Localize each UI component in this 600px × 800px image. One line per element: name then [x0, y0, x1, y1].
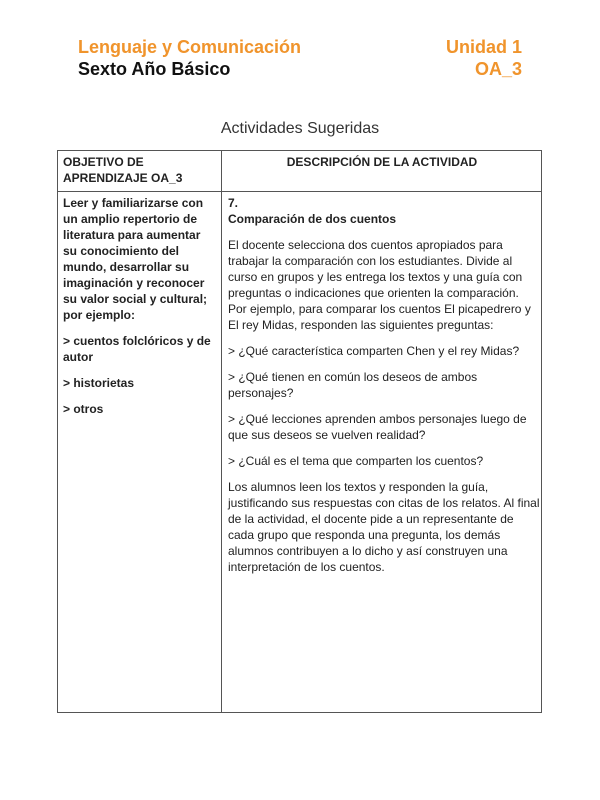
header-row-top — [78, 36, 522, 58]
objective-code: OA_3 — [474, 59, 522, 79]
grade-label: Sexto Año Básico — [78, 59, 231, 79]
objective-item: > otros — [63, 402, 104, 416]
activity-title: Comparación de dos cuentos — [228, 212, 397, 226]
activity-question: > ¿Qué lecciones aprenden ambos personajes luego de que sus deseos se vuelven realidad? — [228, 412, 527, 442]
description-cell — [228, 195, 540, 585]
page-header — [78, 36, 522, 80]
activity-closing: Los alumnos leen los textos y responden la guía, justificando sus respuestas con citas de los relatos. Al final de la actividad, el docente pide a un representante de cada grupo que responda una pregunta, los demás alumnos contribuyen a lo dicho y así construyen una interpretación de los cuentos. — [228, 480, 540, 574]
activity-question: > ¿Qué tienen en común los deseos de ambos personajes? — [228, 370, 478, 400]
objective-item: > historietas — [63, 376, 135, 390]
header-row-divider — [58, 191, 541, 192]
activity-number: 7. — [228, 196, 239, 210]
objective-text: Leer y familiarizarse con un amplio repertorio de literatura para aumentar su conocimiento del mundo, desarrollar su imaginación y reconocer su valor social y cultural; por ejemplo: — [63, 196, 208, 322]
column-divider — [221, 151, 222, 712]
description-column-header: DESCRIPCIÓN DE LA ACTIVIDAD — [286, 155, 478, 169]
activity-intro: El docente selecciona dos cuentos apropiados para trabajar la comparación con los estudiantes. Divide al curso en grupos y les entrega los textos y una guía con preguntas o indicaciones que orienten la comparación. Por ejemplo, para comparar los cuentos El picapedrero y El rey Midas, responden las siguientes preguntas: — [228, 238, 531, 332]
activity-question: > ¿Cuál es el tema que comparten los cuentos? — [228, 454, 484, 468]
objective-cell — [63, 195, 217, 427]
activity-question: > ¿Qué característica comparten Chen y el rey Midas? — [228, 344, 520, 358]
activity-table — [57, 150, 542, 713]
unit-label: Unidad 1 — [445, 37, 522, 57]
subject-title: Lenguaje y Comunicación — [78, 37, 302, 57]
header-row-bottom — [78, 58, 522, 80]
objective-item: > cuentos folclóricos y de autor — [63, 334, 211, 364]
objective-column-header: OBJETIVO DE APRENDIZAJE OA_3 — [63, 155, 183, 185]
section-title: Actividades Sugeridas — [220, 120, 380, 137]
